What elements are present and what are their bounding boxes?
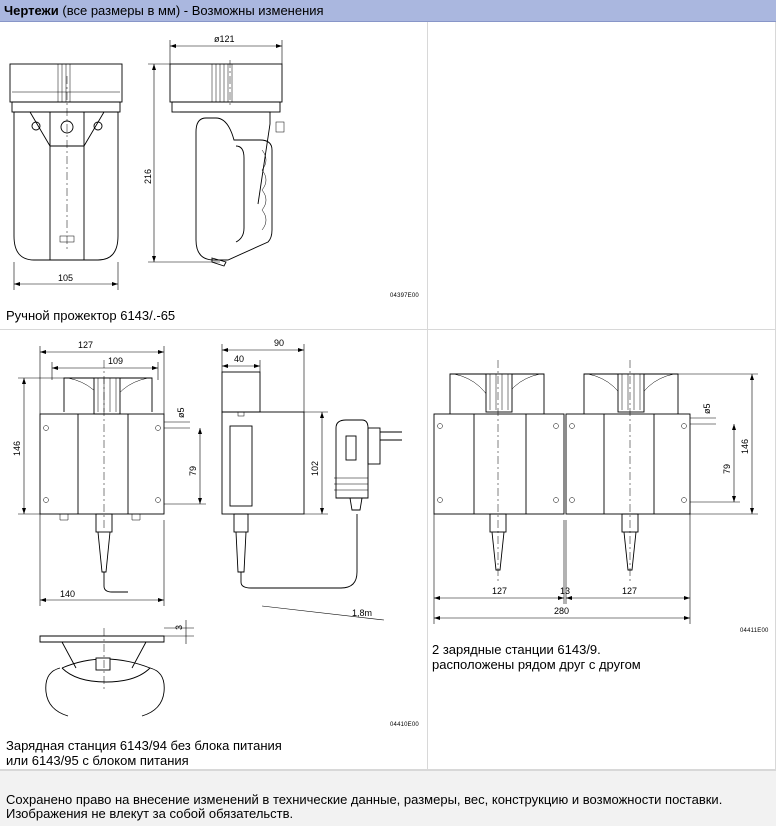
dim3-13: 13 bbox=[560, 586, 571, 596]
footer-line2: Изображения не влекут за собой обязательств. bbox=[6, 806, 294, 821]
dim-140: 140 bbox=[60, 589, 76, 599]
dim-height-216: 216 bbox=[143, 168, 153, 184]
dim-102: 102 bbox=[310, 460, 320, 476]
dim3-127b: 127 bbox=[622, 586, 638, 596]
drawing1-code: 04397E00 bbox=[390, 293, 419, 299]
dim3-280: 280 bbox=[554, 606, 570, 616]
dim-width-105: 105 bbox=[58, 273, 74, 283]
header-title-bold: Чертежи bbox=[4, 3, 59, 18]
dim-cable: 1,8m bbox=[352, 608, 373, 618]
dim-d5: ø5 bbox=[176, 407, 186, 418]
drawing3-code: 04411E00 bbox=[740, 628, 769, 634]
drawing2-code: 04410E00 bbox=[390, 722, 419, 728]
dim-40: 40 bbox=[234, 354, 245, 364]
drawing3-caption-line2: расположены рядом друг с другом bbox=[432, 657, 641, 672]
two-stations-dimensions bbox=[434, 374, 758, 624]
dim-3: 3 bbox=[174, 624, 184, 630]
two-stations-views bbox=[434, 360, 690, 584]
drawing2-caption-line1: Зарядная станция 6143/94 без блока питания bbox=[6, 738, 282, 753]
drawing3-caption-line1: 2 зарядные станции 6143/9. bbox=[432, 642, 601, 657]
dim-79: 79 bbox=[188, 465, 198, 476]
footer-note bbox=[0, 770, 776, 826]
drawing3-caption bbox=[432, 642, 641, 672]
footer-line1: Сохранено право на внесение изменений в технические данные, размеры, вес, конструкцию и возможности поставки. bbox=[6, 792, 723, 807]
drawing2-caption-line2: или 6143/95 с блоком питания bbox=[6, 753, 189, 768]
dim3-79: 79 bbox=[722, 463, 732, 474]
drawing1-caption: Ручной прожектор 6143/.-65 bbox=[6, 308, 176, 323]
dim3-d5: ø5 bbox=[702, 403, 712, 414]
dim-diameter-121: ø121 bbox=[214, 34, 235, 44]
dim3-127a: 127 bbox=[492, 586, 508, 596]
dim-127: 127 bbox=[78, 340, 94, 350]
dim-109: 109 bbox=[108, 356, 124, 366]
dim-90: 90 bbox=[274, 338, 285, 348]
dim-146: 146 bbox=[12, 440, 22, 456]
dim3-146: 146 bbox=[740, 438, 750, 454]
header-title-rest: (все размеры в мм) - Возможны изменения bbox=[58, 3, 324, 18]
